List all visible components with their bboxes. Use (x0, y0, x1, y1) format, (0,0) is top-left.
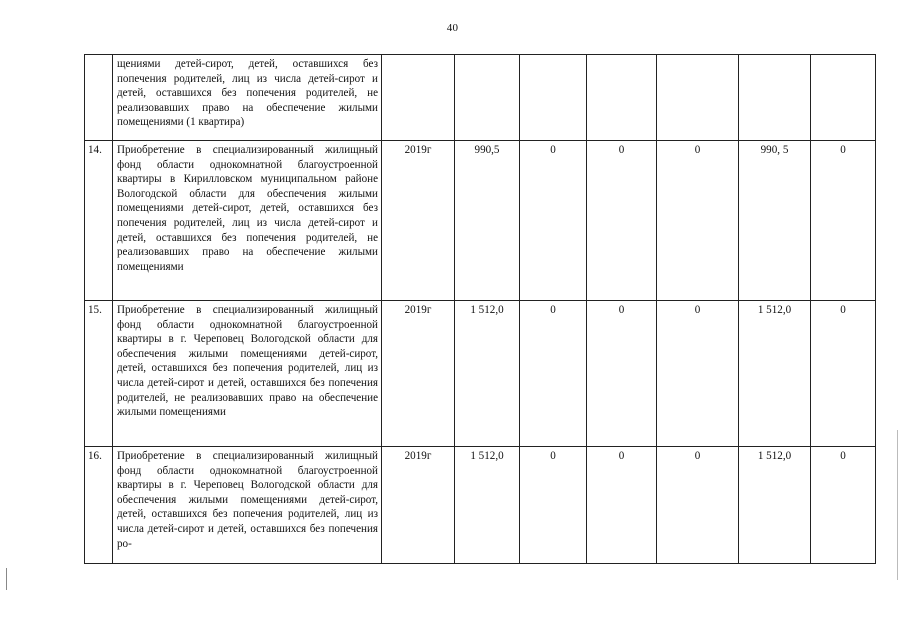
cell-total: 1 512,0 (455, 447, 520, 564)
cell-col4: 1 512,0 (739, 447, 811, 564)
table-row (85, 141, 876, 301)
cell-total: 1 512,0 (455, 301, 520, 447)
cell-col4: 1 512,0 (739, 301, 811, 447)
cell-col1: 0 (520, 301, 587, 447)
cell-year: 2019г (382, 447, 455, 564)
cell-num (85, 55, 113, 141)
table-row (85, 447, 876, 564)
cell-description: Приобретение в специализированный жилищный фонд области однокомнатной благоустроенной квартиры в г. Череповец Вологодской области для обеспечения жилыми помещениями детей-сирот, детей, оставшихся без попечения родителей, лиц из числа детей-сирот и детей, оставшихся без попечения ро- (113, 447, 382, 564)
page-number: 40 (446, 22, 459, 34)
cell-num: 15. (85, 301, 113, 447)
program-table (84, 54, 876, 564)
table-wrap (84, 54, 876, 564)
cell-col5: 0 (811, 301, 876, 447)
table-row (85, 301, 876, 447)
cell-num: 14. (85, 141, 113, 301)
cell-col1: 0 (520, 447, 587, 564)
cell-total: 990,5 (455, 141, 520, 301)
cell-num: 16. (85, 447, 113, 564)
cell-year: 2019г (382, 141, 455, 301)
cell-col2: 0 (587, 141, 657, 301)
scan-edge-mark-right (897, 430, 898, 580)
cell-col2: 0 (587, 447, 657, 564)
cell-col3: 0 (657, 447, 739, 564)
cell-col4: 990, 5 (739, 141, 811, 301)
cell-description: Приобретение в специализированный жилищный фонд области однокомнатной благоустроенной квартиры в Кирилловском муниципальном районе Вологодской области для обеспечения жилыми помещениями детей-сирот, детей, оставшихся без попечения родителей, лиц из числа детей-сирот и детей, оставшихся без попечения родителей, не реализовавших право на обеспечение жилыми помещениями (113, 141, 382, 301)
cell-description: Приобретение в специализированный жилищный фонд области однокомнатной благоустроенной квартиры в г. Череповец Вологодской области для обеспечения жилыми помещениями детей-сирот, детей, оставшихся без попечения родителей, лиц из числа детей-сирот и детей, оставшихся без попечения родителей, не реализовавших право на обеспечение жилыми помещениями (113, 301, 382, 447)
cell-year: 2019г (382, 301, 455, 447)
cell-col5: 0 (811, 141, 876, 301)
cell-col5: 0 (811, 447, 876, 564)
cell-col1: 0 (520, 141, 587, 301)
cell-description: щениями детей-сирот, детей, оставшихся без попечения родителей, лиц из числа детей-сирот и детей, оставшихся без попечения родителей, не реализовавших право на обеспечение жилыми помещениями (1 квартира) (113, 55, 382, 141)
cell-col3: 0 (657, 301, 739, 447)
scan-edge-mark-left (6, 568, 7, 590)
table-row-continuation (85, 55, 876, 141)
cell-col2: 0 (587, 301, 657, 447)
cell-col3: 0 (657, 141, 739, 301)
